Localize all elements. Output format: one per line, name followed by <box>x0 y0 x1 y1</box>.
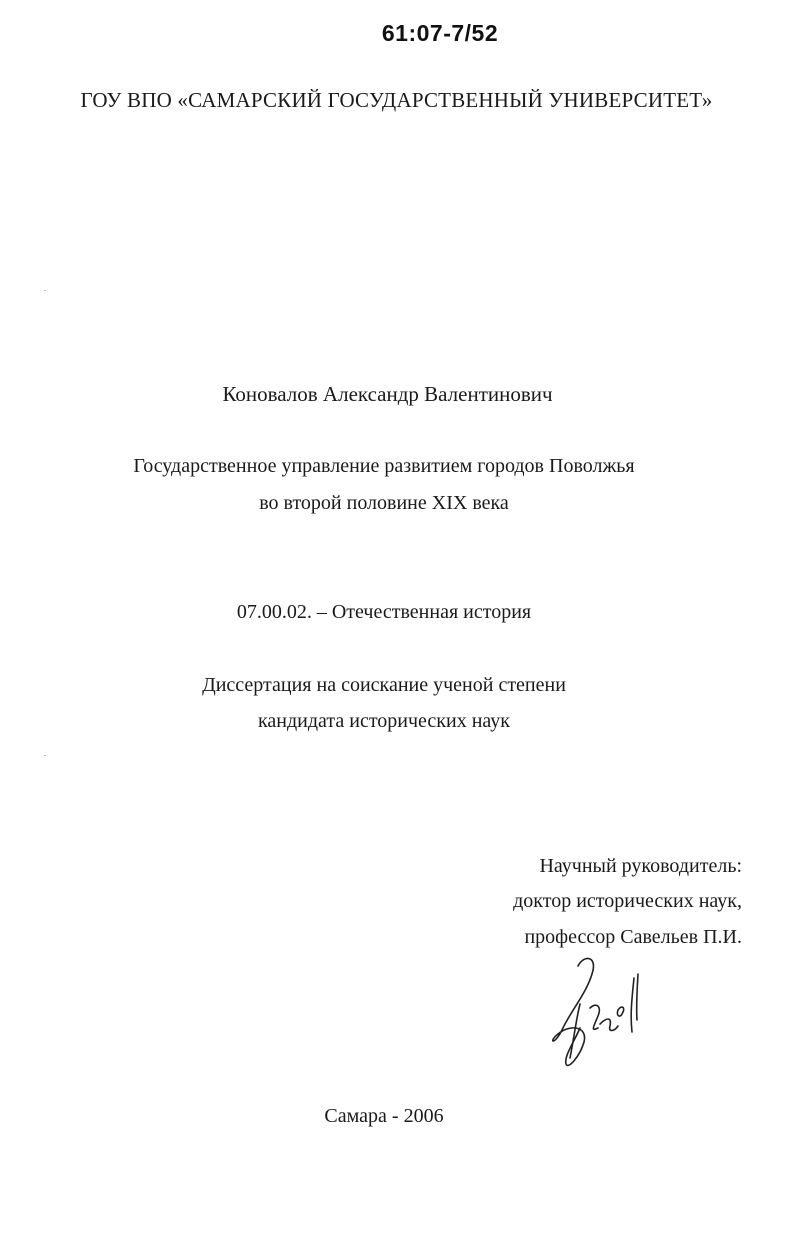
supervisor-degree: доктор исторических наук, <box>513 890 742 912</box>
scan-speck <box>44 755 46 756</box>
specialty-code: 07.00.02. – Отечественная история <box>236 601 532 623</box>
thesis-title-line-2: во второй половине XIX века <box>259 492 509 514</box>
supervisor-heading: Научный руководитель: <box>539 855 742 877</box>
degree-line-1: Диссертация на соискание ученой степени <box>202 674 566 696</box>
registry-code: 61:07-7/52 <box>381 20 499 46</box>
author-name: Коновалов Александр Валентинович <box>222 382 553 406</box>
degree-line-2: кандидата исторических наук <box>257 710 511 732</box>
thesis-title-line-1: Государственное управление развитием городов Поволжья <box>133 455 635 477</box>
scan-speck <box>44 290 46 291</box>
supervisor-name: профессор Савельев П.И. <box>524 926 742 948</box>
institution-name: ГОУ ВПО «САМАРСКИЙ ГОСУДАРСТВЕННЫЙ УНИВЕРСИТЕТ» <box>80 88 713 112</box>
supervisor-signature <box>540 946 650 1076</box>
place-and-year: Самара - 2006 <box>324 1105 444 1127</box>
